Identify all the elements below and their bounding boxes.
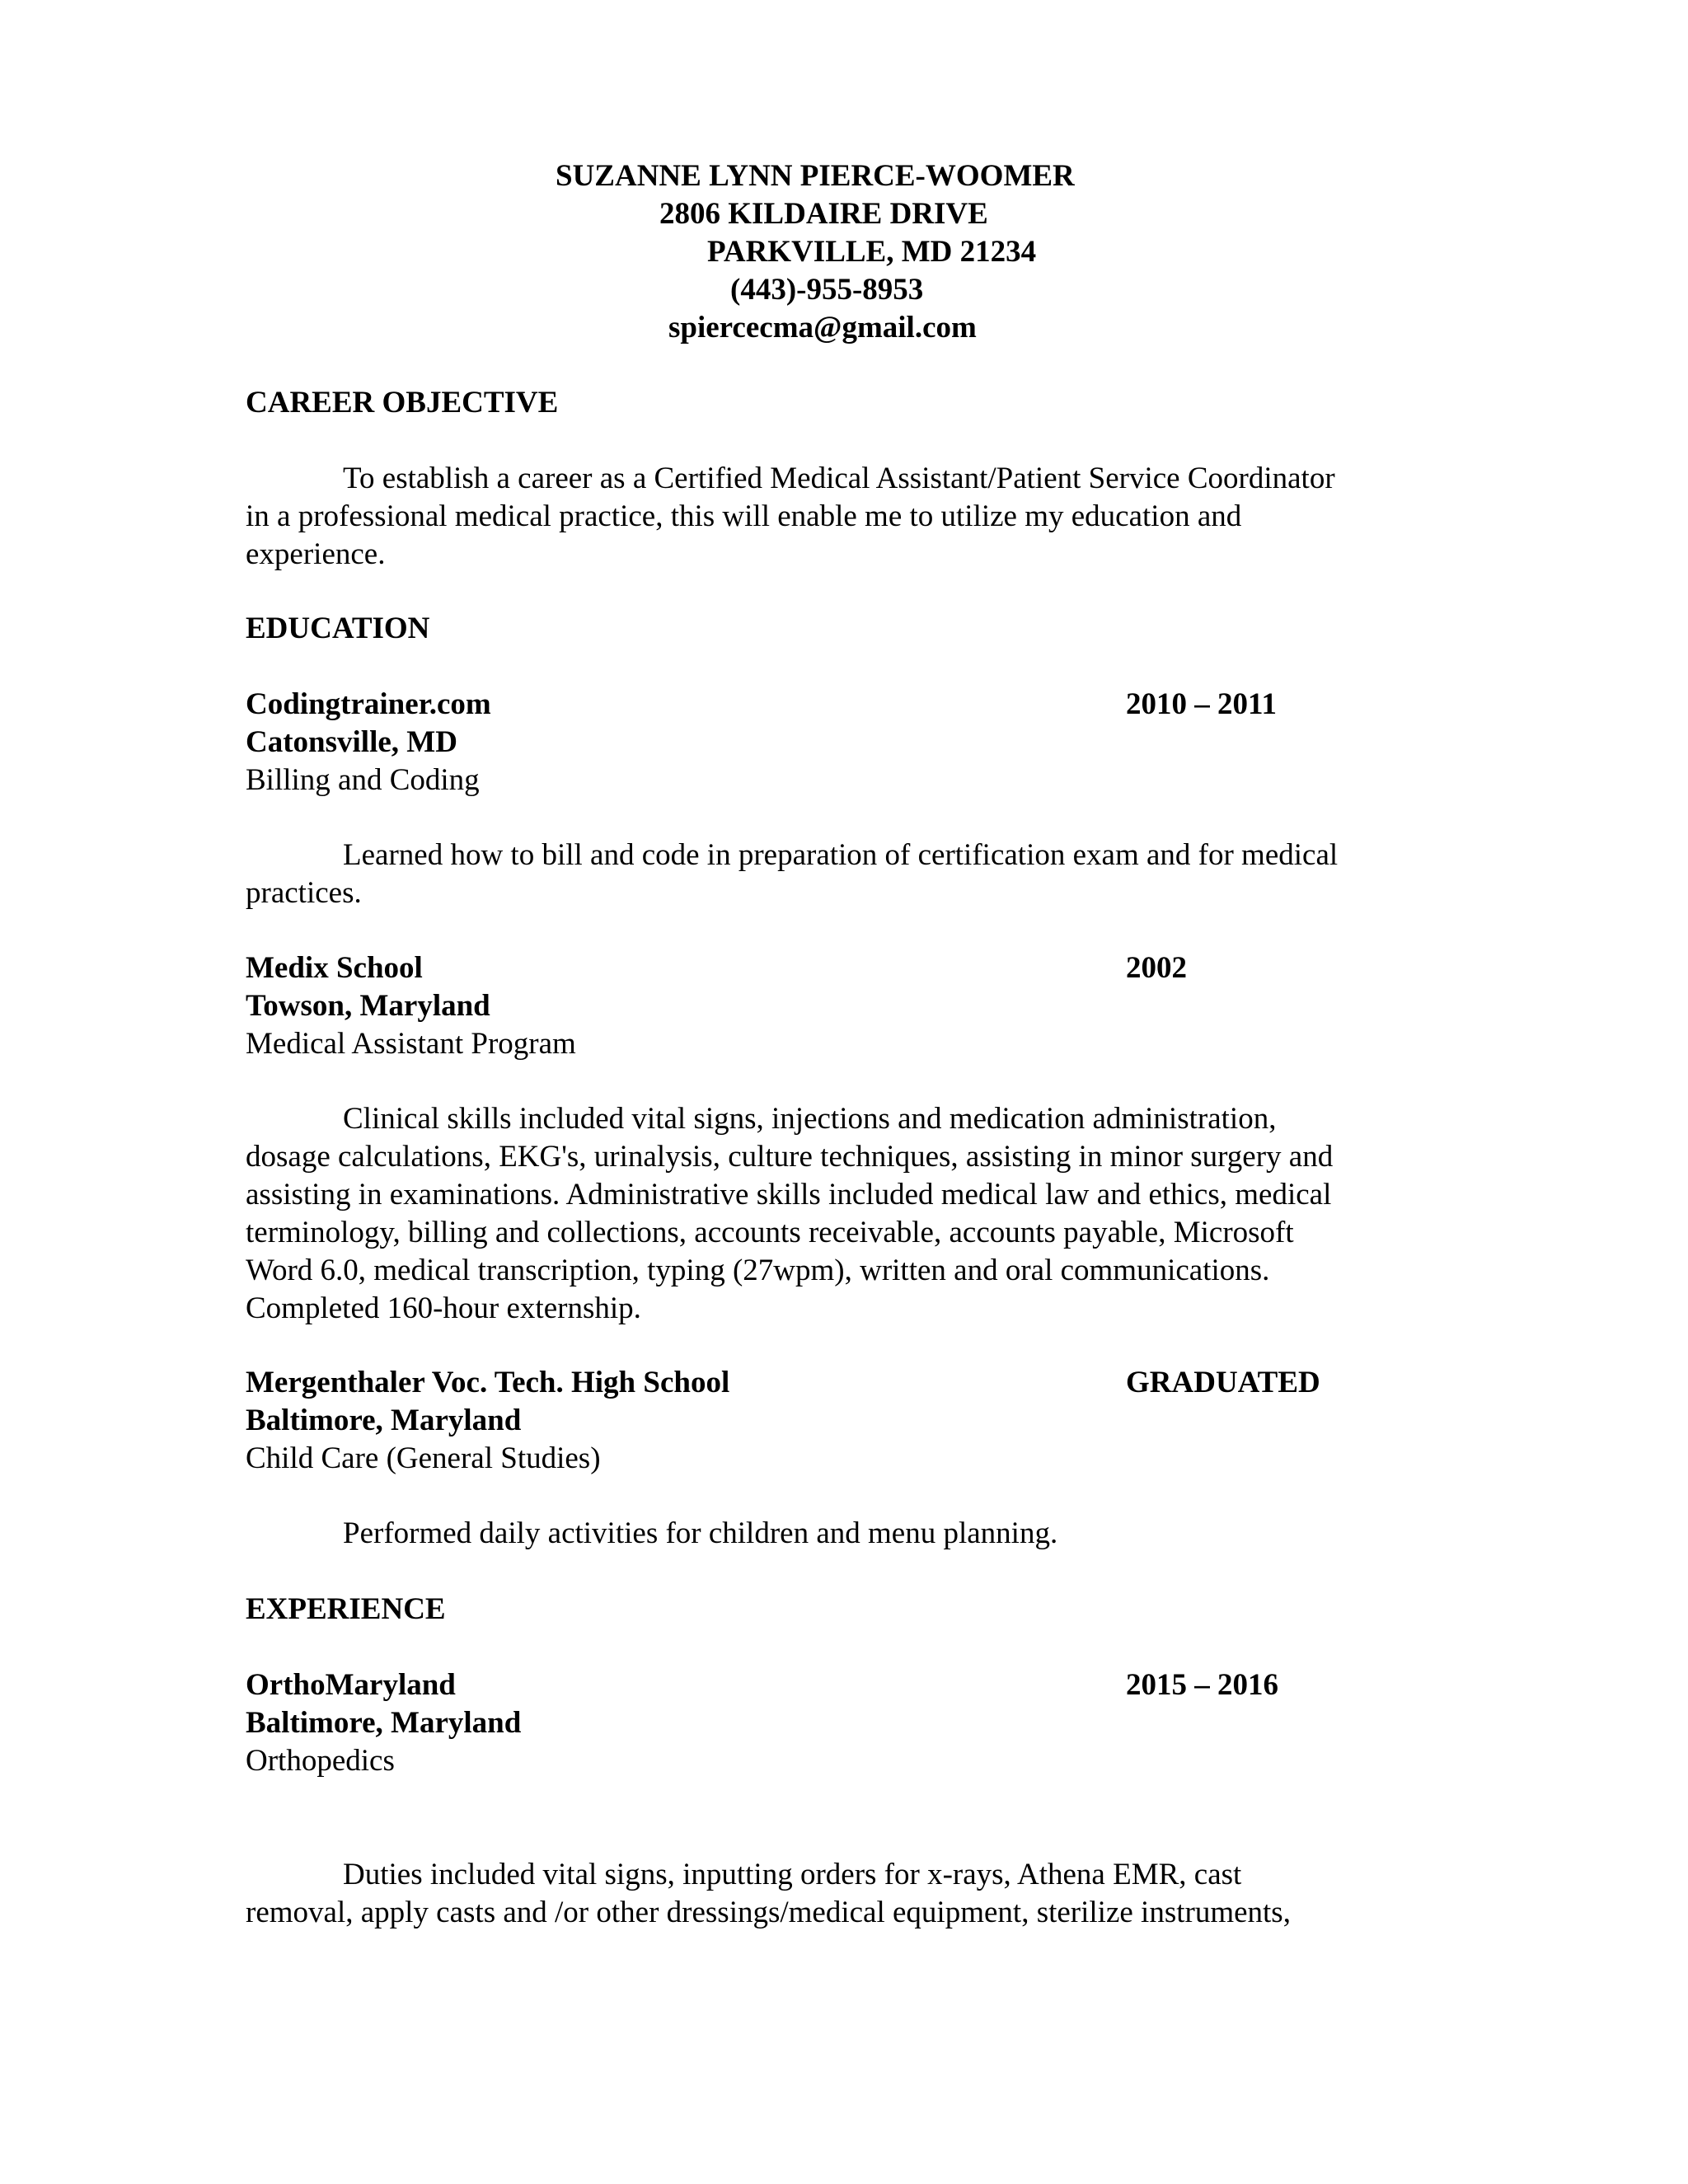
education-description [246, 837, 1449, 912]
objective-line: To establish a career as a Certified Medical Assistant/Patient Service Coordinator [343, 462, 1335, 495]
education-description [246, 1515, 1449, 1553]
description-line: Performed daily activities for children and menu planning. [343, 1516, 1058, 1550]
institution-name: Medix School [246, 951, 423, 985]
program-name: Medical Assistant Program [246, 1027, 576, 1061]
entry-date: 2015 – 2016 [1126, 1668, 1278, 1702]
education-description [246, 1100, 1449, 1328]
institution-name: Mergenthaler Voc. Tech. High School [246, 1366, 730, 1399]
description-line: assisting in examinations. Administrative skills included medical law and ethics, medical [246, 1178, 1332, 1212]
experience-entry [246, 1666, 1449, 1780]
employer-name: OrthoMaryland [246, 1668, 456, 1702]
email-address: spiercecma@gmail.com [668, 311, 977, 344]
address-street: 2806 KILDAIRE DRIVE [659, 197, 988, 231]
description-line: Duties included vital signs, inputting orders for x-rays, Athena EMR, cast [343, 1858, 1242, 1891]
program-name: Child Care (General Studies) [246, 1441, 601, 1475]
phone-number: (443)-955-8953 [730, 273, 924, 307]
education-entry [246, 686, 1449, 799]
entry-date: 2002 [1126, 951, 1187, 985]
career-objective-text [246, 460, 1449, 574]
description-line: Clinical skills included vital signs, injections and medication administration, [343, 1102, 1277, 1136]
career-objective-heading: CAREER OBJECTIVE [246, 386, 559, 419]
experience-description [246, 1856, 1449, 1932]
institution-name: Codingtrainer.com [246, 687, 491, 721]
candidate-name: SUZANNE LYNN PIERCE-WOOMER [556, 159, 1075, 193]
employer-location: Baltimore, Maryland [246, 1706, 522, 1740]
entry-date: 2010 – 2011 [1126, 687, 1277, 721]
objective-line: experience. [246, 537, 386, 571]
institution-location: Baltimore, Maryland [246, 1404, 522, 1437]
objective-line: in a professional medical practice, this will enable me to utilize my education and [246, 499, 1242, 533]
education-heading: EDUCATION [246, 612, 430, 645]
program-name: Billing and Coding [246, 763, 480, 797]
institution-location: Towson, Maryland [246, 989, 490, 1023]
description-line: removal, apply casts and /or other dressings/medical equipment, sterilize instruments, [246, 1896, 1291, 1929]
entry-date: GRADUATED [1126, 1366, 1320, 1399]
description-line: Learned how to bill and code in preparation of certification exam and for medical [343, 838, 1339, 872]
institution-location: Catonsville, MD [246, 725, 457, 759]
description-line: Completed 160-hour externship. [246, 1291, 641, 1325]
education-entry [246, 949, 1449, 1063]
education-entry [246, 1364, 1449, 1478]
description-line: dosage calculations, EKG's, urinalysis, culture techniques, assisting in minor surgery and [246, 1140, 1334, 1174]
experience-heading: EXPERIENCE [246, 1592, 446, 1626]
description-line: terminology, billing and collections, accounts receivable, accounts payable, Microsoft [246, 1216, 1294, 1249]
address-city: PARKVILLE, MD 21234 [707, 235, 1037, 269]
description-line: Word 6.0, medical transcription, typing (27wpm), written and oral communications. [246, 1254, 1270, 1287]
department-name: Orthopedics [246, 1744, 395, 1778]
description-line: practices. [246, 876, 362, 910]
